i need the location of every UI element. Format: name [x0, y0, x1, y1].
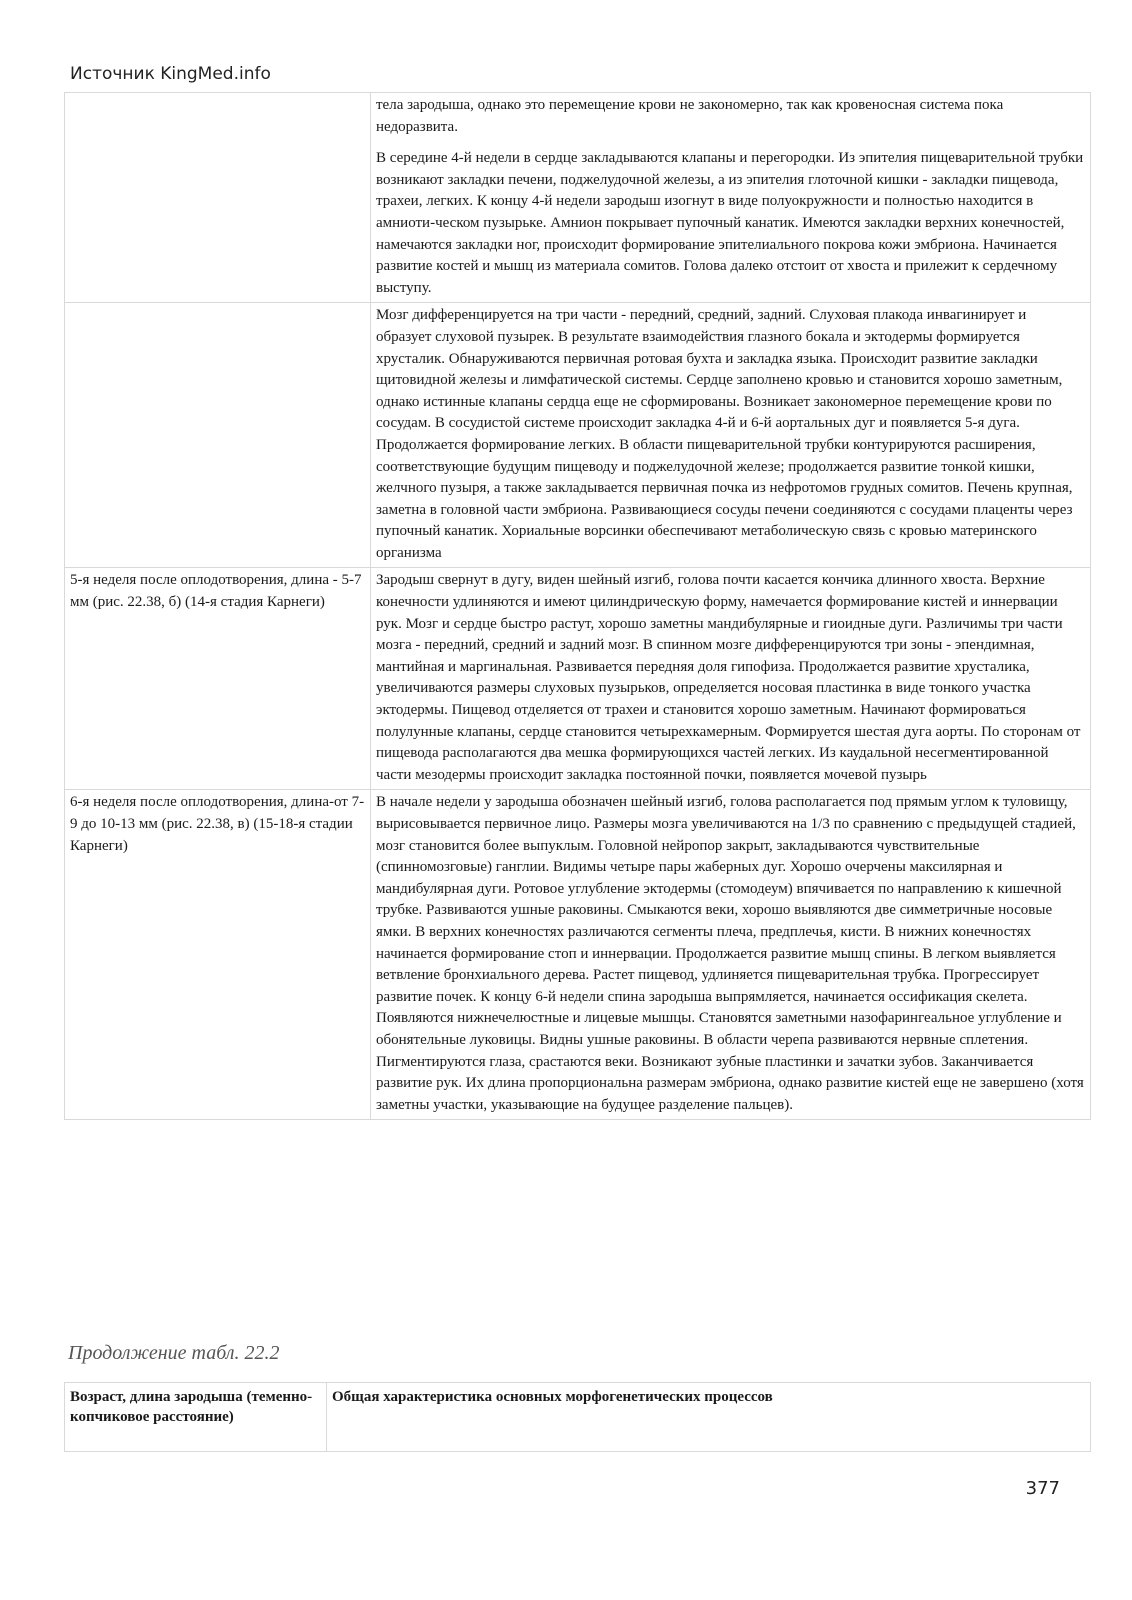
- description-paragraph: Мозг дифференцируется на три части - передний, средний, задний. Слуховая плакода инвагинирует и образует слуховой пузырек. В результате взаимодействия глазного бокала и эктодермы формируется хрусталик. Обнаруживаются первичная ротовая бухта и закладка языка. Происходит развитие закладки щитовидной железы и лимфатической системы. Сердце заполнено кровью и становится хорошо заметным, однако истинные клапаны сердца еще не сформированы. Возникает закономерное перемещение крови по сосудам. В сосудистой системе происходит закладка 4-й и 6-й аортальных дуг и появляется 5-я дуга. Продолжается формирование легких. В области пищеварительной трубки контурируются расширения, соответствующие будущим пищеводу и поджелудочной железе; продолжается развитие тонкой кишки, желчного пузыря, а также закладывается первичная почка из нефротомов грудных сомитов. Печень крупная, заметна в головной части эмбриона. Развивающиеся сосуды печени соединяются с сосудами плаценты через пупочный канатик. Хориальные ворсинки обеспечивают метаболическую связь с кровью материнского организма: [376, 307, 1073, 561]
- column-header-age: Возраст, длина зародыша (теменно-копчиковое расстояние): [65, 1383, 327, 1452]
- description-paragraph: В середине 4-й недели в сердце закладываются клапаны и перегородки. Из эпителия пищеварительной трубки возникают закладки печени, поджелудочной железы, а из эпителия глоточной кишки - закладки пищевода, трахеи, легких. К концу 4-й недели зародыш изогнут в виде полуокружности и полностью находится в амниоти-ческом пузырьке. Амнион покрывает пупочный канатик. Имеются закладки верхних конечностей, намечаются закладки ног, происходит формирование эпителиального покрова кожи эмбриона. Начинается развитие костей и мышц из материала сомитов. Голова далеко отстоит от хвоста и прилежит к сердечному выступу.: [376, 150, 1084, 296]
- table-row: [65, 790, 1091, 1120]
- description-cell: [371, 568, 1091, 790]
- description-paragraph: тела зародыша, однако это перемещение крови не закономерно, так как кровеносная система пока недоразвита.: [376, 97, 1004, 135]
- stage-cell: [65, 303, 371, 568]
- page-number: 377: [1025, 1478, 1060, 1499]
- table-row: [65, 568, 1091, 790]
- table-header-row: [65, 1383, 1091, 1452]
- description-paragraph: Зародыш свернут в дугу, виден шейный изгиб, голова почти касается кончика длинного хвоста. Верхние конечности удлиняются и имеют цилиндрическую форму, намечается формирование кистей и иннервации рук. Мозг и сердце быстро растут, хорошо заметны мандибулярные и гиоидные дуги. Различимы три части мозга - передний, средний и задний мозг. В спинном мозге дифференцируются три зоны - эпендимная, мантийная и маргинальная. Развивается передняя доля гипофиза. Продолжается развитие хрусталика, увеличиваются размеры слуховых пузырьков, определяется носовая пластинка в виде тонкого участка эктодермы. Пищевод отделяется от трахеи и становится хорошо заметным. Начинают формироваться полулунные клапаны, сердце становится четырехкамерным. Формируется шестая дуга аорты. По сторонам от пищевода располагаются два мешка формирующихся частей легких. Из каудальной несегментированной части мезодермы происходит закладка постоянной почки, появляется мочевой пузырь: [376, 572, 1081, 783]
- source-label: Источник KingMed.info: [70, 64, 271, 84]
- table-row: [65, 93, 1091, 303]
- stage-cell: 6-я неделя после оплодотворения, длина-от 7-9 до 10-13 мм (рис. 22.38, в) (15-18-я стадии Карнеги): [65, 790, 371, 1120]
- description-cell: [371, 790, 1091, 1120]
- stage-cell: 5-я неделя после оплодотворения, длина - 5-7 мм (рис. 22.38, б) (14-я стадия Карнеги): [65, 568, 371, 790]
- description-cell: [371, 303, 1091, 568]
- column-header-characteristics: Общая характеристика основных морфогенетических процессов: [327, 1383, 1091, 1452]
- continuation-header-table: [64, 1382, 1091, 1452]
- embryo-stages-table: [64, 92, 1091, 1120]
- description-paragraph: В начале недели у зародыша обозначен шейный изгиб, голова располагается под прямым углом к туловищу, вырисовывается первичное лицо. Размеры мозга увеличиваются на 1/3 по сравнению с предыдущей стадией, мозг становится более выпуклым. Головной нейропор закрыт, закладываются чувствительные (спинномозговые) ганглии. Видимы четыре пары жаберных дуг. Хорошо очерчены максилярная и мандибулярная дуги. Ротовое углубление эктодермы (стомодеум) впячивается по направлению к кишечной трубке. Развиваются ушные раковины. Смыкаются веки, хорошо выявляются две симметричные носовые ямки. В верхних конечностях различаются сегменты плеча, предплечья, кисти. В нижних конечностях начинается формирование стоп и иннервации. Продолжается развитие мышц спины. В легком выявляется ветвление бронхиального дерева. Растет пищевод, удлиняется пищеварительная трубка. Прогрессирует развитие почек. К концу 6-й недели спина зародыша выпрямляется, начинается оссификация скелета. Появляются нижнечелюстные и лицевые мышцы. Становятся заметными назофарингеальное углубление и обонятельные луковицы. Видны ушные раковины. В области черепа развиваются нервные сплетения. Пигментируются глаза, срастаются веки. Возникают зубные пластинки и зачатки зубов. Заканчивается развитие рук. Их длина пропорциональна размерам эмбриона, однако развитие кистей еще не завершено (хотя заметны участки, указывающие на будущее разделение пальцев).: [376, 794, 1084, 1113]
- table-row: [65, 303, 1091, 568]
- table-continuation-caption: Продолжение табл. 22.2: [68, 1342, 280, 1364]
- stage-cell: [65, 93, 371, 303]
- description-cell: [371, 93, 1091, 303]
